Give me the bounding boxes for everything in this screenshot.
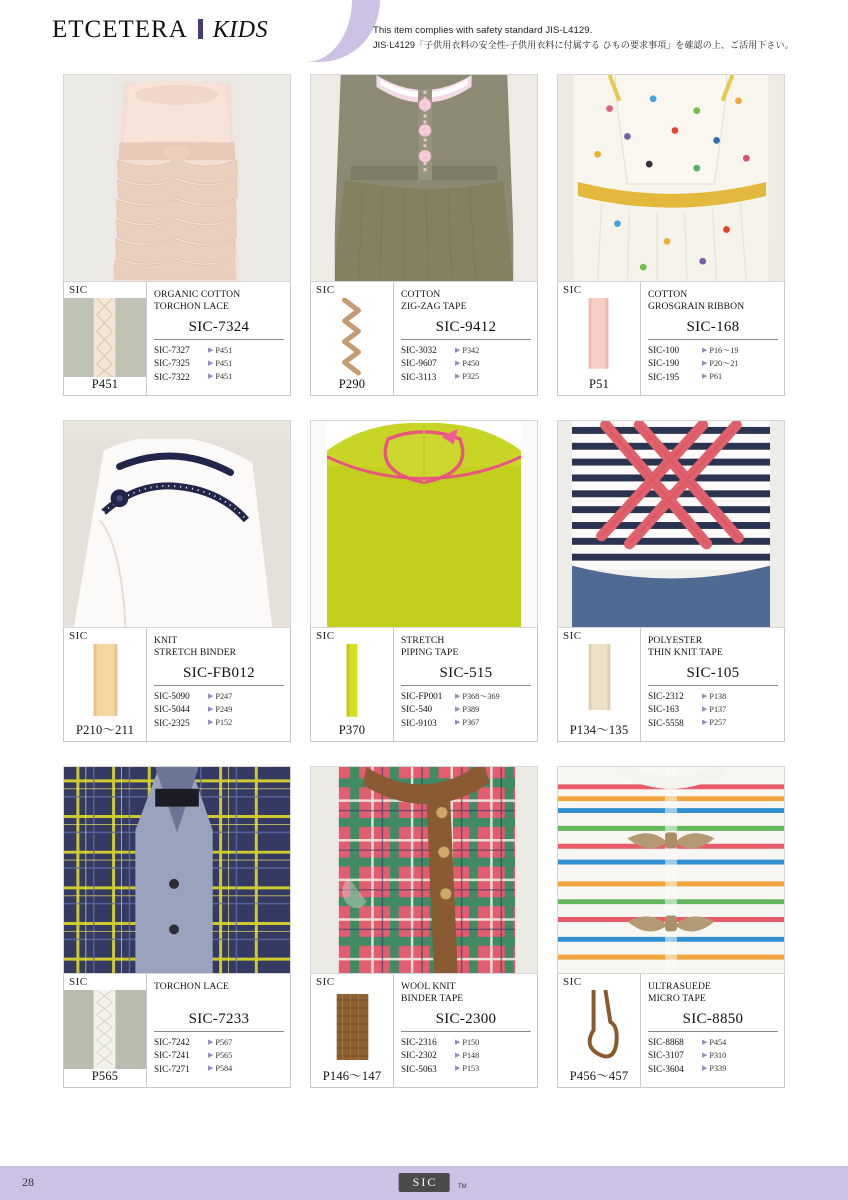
swatch-image: [311, 644, 393, 723]
swatch-image: [558, 990, 640, 1066]
material-name-line1: WOOL KNIT: [401, 981, 456, 992]
related-page: P16〜19: [709, 345, 739, 355]
swatch-page-label: P565: [91, 1069, 119, 1083]
product-photo: [63, 74, 291, 282]
material-name: [154, 289, 284, 313]
triangle-icon: ▶: [208, 719, 214, 727]
product-card[interactable]: [310, 420, 538, 742]
swatch-sic-tag: SIC: [563, 284, 582, 296]
safety-note: [373, 24, 794, 53]
related-code: SIC-163: [648, 704, 680, 715]
product-details: [147, 628, 290, 741]
related-codes: [401, 1036, 531, 1076]
product-info: [557, 282, 785, 396]
related-code-item[interactable]: [154, 1063, 284, 1076]
related-code: SIC-3107: [648, 1050, 684, 1061]
related-code: SIC-7322: [154, 371, 190, 382]
product-card[interactable]: [63, 74, 291, 396]
related-page: P137: [709, 705, 727, 715]
related-code: SIC-5090: [154, 691, 190, 701]
related-code-item[interactable]: [401, 1049, 531, 1062]
material-name: [154, 635, 284, 659]
material-name: [648, 635, 778, 659]
product-photo: [63, 420, 291, 628]
product-code: SIC-105: [648, 661, 778, 686]
product-row: [0, 766, 848, 1088]
product-details: [394, 974, 537, 1087]
product-photo: [63, 766, 291, 974]
product-card[interactable]: [557, 420, 785, 742]
material-name: [154, 981, 284, 1005]
triangle-icon: ▶: [208, 705, 214, 713]
related-page: P153: [462, 1064, 480, 1074]
triangle-icon: ▶: [455, 1065, 461, 1073]
swatch-page-label: P146〜147: [322, 1069, 382, 1083]
related-code-item[interactable]: [401, 690, 531, 703]
related-codes: [401, 690, 531, 730]
swatch-image: [311, 990, 393, 1066]
swatch-page-label: P456〜457: [569, 1069, 629, 1083]
related-codes: [648, 344, 778, 384]
safety-note-line2: JIS·L4129「子供用衣料の安全性-子供用衣料に付属する ひもの要求事項」を確認の上、ご活用下さい。: [373, 39, 794, 50]
product-info: [310, 628, 538, 742]
related-code-item[interactable]: [154, 690, 284, 703]
related-codes: [154, 690, 284, 730]
title-divider-icon: [198, 19, 203, 39]
triangle-icon: ▶: [455, 705, 461, 713]
triangle-icon: ▶: [208, 359, 214, 367]
related-code: SIC-190: [648, 358, 680, 369]
material-name-line2: THIN KNIT TAPE: [648, 646, 723, 658]
product-code: SIC-8850: [648, 1007, 778, 1032]
material-name-line1: ORGANIC COTTON: [154, 289, 241, 300]
related-code-item[interactable]: [401, 703, 531, 716]
related-page: P152: [215, 718, 233, 728]
swatch-panel: [311, 628, 394, 741]
swatch-image: [64, 644, 146, 720]
related-page: P368〜369: [462, 691, 500, 701]
product-info: [310, 282, 538, 396]
related-code: SIC-7325: [154, 358, 190, 369]
related-codes: [154, 344, 284, 384]
swatch-sic-tag: SIC: [69, 976, 88, 988]
triangle-icon: ▶: [455, 1038, 461, 1046]
product-code: SIC-2300: [401, 1007, 531, 1032]
product-details: [641, 974, 784, 1087]
triangle-icon: ▶: [455, 1051, 461, 1059]
related-code-item[interactable]: [401, 1036, 531, 1049]
product-info: [557, 628, 785, 742]
related-code-item[interactable]: [154, 344, 284, 357]
related-code-item[interactable]: [648, 344, 778, 357]
related-page: P454: [709, 1037, 727, 1047]
swatch-sic-tag: SIC: [316, 284, 335, 296]
related-codes: [648, 1036, 778, 1076]
material-name-line1: TORCHON LACE: [154, 981, 229, 992]
product-details: [147, 974, 290, 1087]
related-page: P148: [462, 1051, 480, 1061]
swatch-panel: [64, 628, 147, 741]
related-code-item[interactable]: [648, 371, 778, 384]
product-photo: [310, 74, 538, 282]
sic-logo: SIC: [399, 1173, 450, 1192]
swatch-image: [311, 298, 393, 377]
swatch-sic-tag: SIC: [316, 630, 335, 642]
related-code-item[interactable]: [648, 1063, 778, 1076]
related-code-item[interactable]: [401, 1063, 531, 1076]
product-info: [63, 628, 291, 742]
material-name: [648, 981, 778, 1005]
related-code: SIC-7327: [154, 345, 190, 355]
product-info: [557, 974, 785, 1088]
related-code: SIC-195: [648, 371, 680, 382]
swatch-image: [64, 298, 146, 377]
swatch-sic-tag: SIC: [316, 976, 335, 988]
related-code: SIC-3604: [648, 1063, 684, 1074]
related-page: P565: [215, 1051, 233, 1061]
related-code: SIC-2312: [648, 691, 684, 701]
related-page: P61: [709, 372, 723, 382]
swatch-image: [558, 298, 640, 377]
related-page: P451: [215, 345, 233, 355]
swatch-sic-tag: SIC: [69, 284, 88, 296]
triangle-icon: ▶: [455, 719, 461, 727]
related-page: P584: [215, 1064, 233, 1074]
product-row: [0, 74, 848, 396]
related-code-item[interactable]: [648, 357, 778, 370]
related-code-item[interactable]: [154, 357, 284, 370]
triangle-icon: ▶: [702, 1065, 708, 1073]
product-code: SIC-515: [401, 661, 531, 686]
related-code-item[interactable]: [648, 1049, 778, 1062]
related-codes: [401, 344, 531, 384]
related-page: P20〜21: [709, 359, 739, 369]
page-number: 28: [22, 1175, 34, 1189]
material-name-line1: STRETCH: [401, 635, 445, 646]
related-code-item[interactable]: [154, 703, 284, 716]
triangle-icon: ▶: [208, 1051, 214, 1059]
triangle-icon: ▶: [455, 346, 461, 354]
swatch-panel: [558, 974, 641, 1087]
product-card[interactable]: [557, 74, 785, 396]
category-name: KIDS: [212, 17, 269, 43]
related-code: SIC-7271: [154, 1063, 190, 1074]
triangle-icon: ▶: [208, 692, 214, 700]
swatch-page-label: P51: [588, 377, 610, 391]
brand-name: ETCETERA: [52, 16, 188, 43]
product-details: [641, 282, 784, 395]
material-name-line2: TORCHON LACE: [154, 300, 229, 312]
product-grid: [0, 74, 848, 1112]
swatch-sic-tag: SIC: [69, 630, 88, 642]
product-code: SIC-9412: [401, 315, 531, 340]
related-code: SIC-8868: [648, 1037, 684, 1047]
triangle-icon: ▶: [702, 346, 708, 354]
product-info: [63, 974, 291, 1088]
product-code: SIC-7324: [154, 315, 284, 340]
material-name-line2: STRETCH BINDER: [154, 646, 237, 658]
related-page: P257: [709, 718, 727, 728]
related-code: SIC-2316: [401, 1037, 437, 1047]
related-code: SIC-3032: [401, 345, 437, 355]
related-code: SIC-5558: [648, 717, 684, 728]
product-card[interactable]: [63, 420, 291, 742]
related-code: SIC-5044: [154, 704, 190, 715]
safety-note-line1: This item complies with safety standard JIS-L4129.: [373, 25, 593, 36]
related-code: SIC-9607: [401, 358, 437, 369]
product-card[interactable]: [310, 74, 538, 396]
related-page: P249: [215, 705, 233, 715]
swatch-panel: [64, 282, 147, 395]
related-code: SIC-3113: [401, 371, 437, 382]
related-code-item[interactable]: [154, 371, 284, 384]
related-code: SIC-2325: [154, 717, 190, 728]
product-info: [310, 974, 538, 1088]
related-page: P325: [462, 372, 480, 382]
related-page: P451: [215, 372, 233, 382]
material-name: [648, 289, 778, 313]
material-name-line1: ULTRASUEDE: [648, 981, 712, 992]
swatch-sic-tag: SIC: [563, 630, 582, 642]
product-code: SIC-168: [648, 315, 778, 340]
material-name-line1: KNIT: [154, 635, 178, 646]
swatch-panel: [64, 974, 147, 1087]
triangle-icon: ▶: [208, 1065, 214, 1073]
page-header: [0, 0, 848, 62]
product-card[interactable]: [63, 766, 291, 1088]
swatch-page-label: P451: [91, 377, 119, 391]
product-card[interactable]: [557, 766, 785, 1088]
related-page: P389: [462, 705, 480, 715]
related-codes: [648, 690, 778, 730]
triangle-icon: ▶: [702, 373, 708, 381]
material-name-line2: BINDER TAPE: [401, 992, 464, 1004]
related-page: P339: [709, 1064, 727, 1074]
swatch-panel: [311, 282, 394, 395]
related-code-item[interactable]: [154, 717, 284, 730]
related-page: P451: [215, 359, 233, 369]
related-code-item[interactable]: [401, 717, 531, 730]
swatch-panel: [558, 628, 641, 741]
product-photo: [310, 766, 538, 974]
product-info: [63, 282, 291, 396]
triangle-icon: ▶: [455, 359, 461, 367]
related-code: SIC-7242: [154, 1037, 190, 1047]
related-code-item[interactable]: [401, 371, 531, 384]
triangle-icon: ▶: [455, 373, 461, 381]
page-footer: [0, 1166, 848, 1200]
related-code: SIC-7241: [154, 1050, 190, 1061]
page-title: [52, 16, 268, 44]
trademark-mark: TM: [458, 1184, 467, 1190]
product-details: [641, 628, 784, 741]
triangle-icon: ▶: [455, 692, 461, 700]
related-code-item[interactable]: [648, 690, 778, 703]
related-page: P342: [462, 345, 480, 355]
product-row: [0, 420, 848, 742]
product-photo: [557, 74, 785, 282]
product-code: SIC-FB012: [154, 661, 284, 686]
related-code: SIC-100: [648, 345, 680, 355]
triangle-icon: ▶: [208, 373, 214, 381]
related-code: SIC-540: [401, 704, 433, 715]
triangle-icon: ▶: [208, 1038, 214, 1046]
swatch-page-label: P370: [338, 723, 366, 737]
swatch-page-label: P210〜211: [75, 723, 135, 737]
related-code-item[interactable]: [648, 703, 778, 716]
related-code: SIC-5063: [401, 1063, 437, 1074]
product-details: [394, 628, 537, 741]
product-photo: [310, 420, 538, 628]
triangle-icon: ▶: [702, 1051, 708, 1059]
related-page: P450: [462, 359, 480, 369]
material-name-line2: PIPING TAPE: [401, 646, 459, 658]
related-page: P150: [462, 1037, 480, 1047]
swatch-panel: [558, 282, 641, 395]
material-name-line1: COTTON: [648, 289, 688, 300]
material-name-line2: MICRO TAPE: [648, 992, 706, 1004]
product-details: [394, 282, 537, 395]
swatch-image: [64, 990, 146, 1069]
related-page: P247: [215, 691, 233, 701]
related-code-item[interactable]: [154, 1036, 284, 1049]
related-page: P310: [709, 1051, 727, 1061]
product-photo: [557, 420, 785, 628]
triangle-icon: ▶: [702, 359, 708, 367]
material-name-line1: COTTON: [401, 289, 441, 300]
related-code-item[interactable]: [154, 1049, 284, 1062]
related-code: SIC-FP001: [401, 691, 443, 701]
swatch-page-label: P134〜135: [569, 723, 629, 737]
material-name-line2: GROSGRAIN RIBBON: [648, 300, 745, 312]
material-name-line2: ZIG-ZAG TAPE: [401, 300, 467, 312]
product-photo: [557, 766, 785, 974]
related-code-item[interactable]: [401, 344, 531, 357]
swatch-panel: [311, 974, 394, 1087]
material-name-line1: POLYESTER: [648, 635, 703, 646]
related-page: P567: [215, 1037, 233, 1047]
material-name: [401, 981, 531, 1005]
related-code: SIC-2302: [401, 1050, 437, 1061]
related-page: P138: [709, 691, 727, 701]
triangle-icon: ▶: [702, 719, 708, 727]
triangle-icon: ▶: [702, 1038, 708, 1046]
swatch-page-label: P290: [338, 377, 366, 391]
material-name: [401, 289, 531, 313]
triangle-icon: ▶: [702, 692, 708, 700]
swatch-sic-tag: SIC: [563, 976, 582, 988]
related-codes: [154, 1036, 284, 1076]
triangle-icon: ▶: [702, 705, 708, 713]
related-code-item[interactable]: [648, 1036, 778, 1049]
material-name: [401, 635, 531, 659]
product-details: [147, 282, 290, 395]
related-page: P367: [462, 718, 480, 728]
product-card[interactable]: [310, 766, 538, 1088]
triangle-icon: ▶: [208, 346, 214, 354]
related-code-item[interactable]: [648, 717, 778, 730]
product-code: SIC-7233: [154, 1007, 284, 1032]
related-code: SIC-9103: [401, 717, 437, 728]
swatch-image: [558, 644, 640, 720]
related-code-item[interactable]: [401, 357, 531, 370]
